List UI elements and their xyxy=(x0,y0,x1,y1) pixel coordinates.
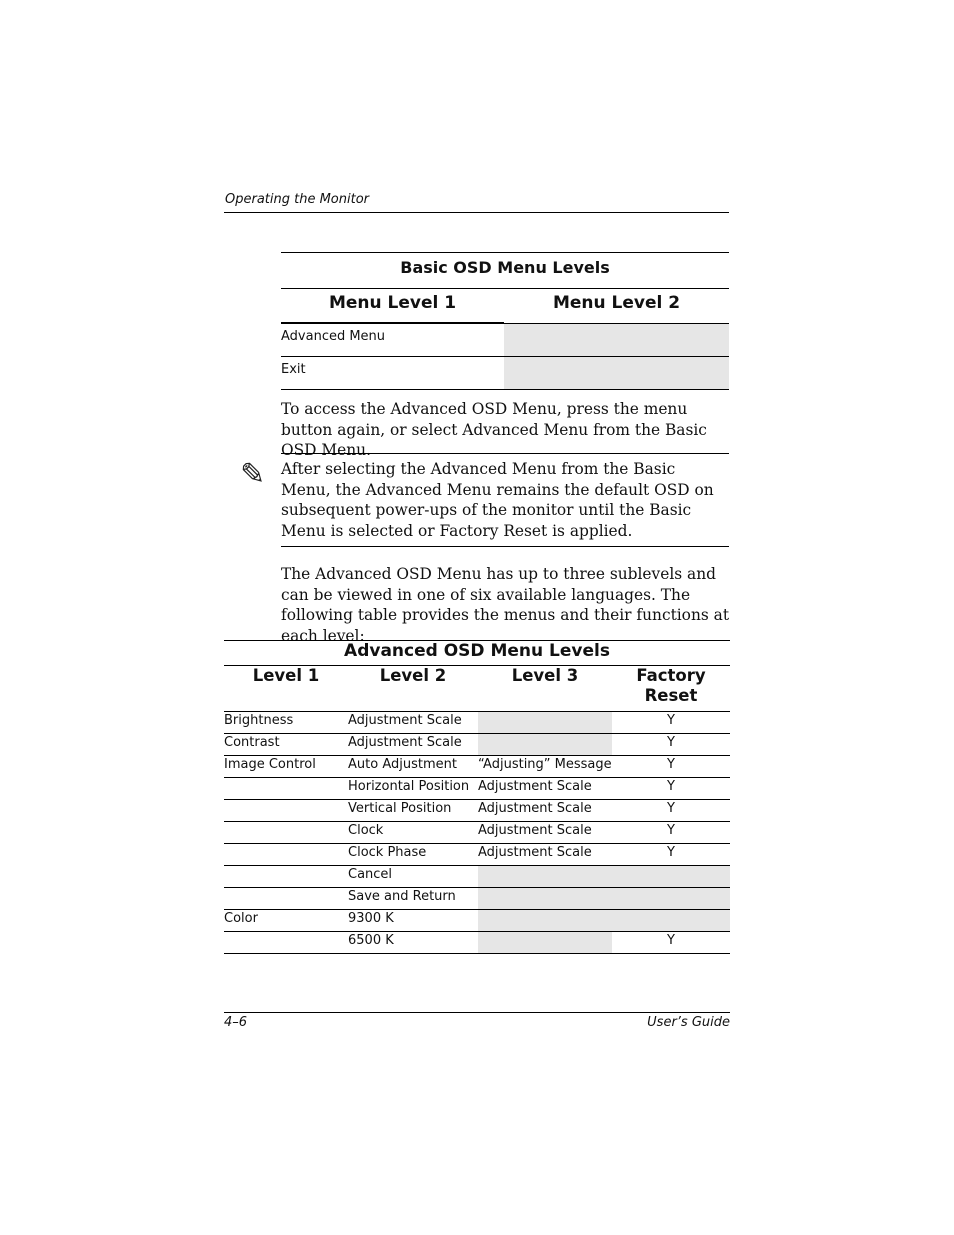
adv-cell-level3: Adjustment Scale xyxy=(478,779,592,794)
adv-cell-level1 xyxy=(224,932,348,953)
adv-cell-level2: Horizontal Position xyxy=(348,779,470,794)
note-text: After selecting the Advanced Menu from the Basic Menu, the Advanced Menu remains the default OSD on subsequent power-ups of the monitor until the Basic Menu is selected or Factory Reset is applied. xyxy=(281,460,714,540)
adv-cell-level3: Adjustment Scale xyxy=(478,823,592,838)
advanced-paragraph: The Advanced OSD Menu has up to three sublevels and can be viewed in one of six available languages. The following table provides the menus and their functions at each level: xyxy=(281,565,730,645)
advanced-osd-table xyxy=(224,640,730,954)
adv-cell-level1 xyxy=(224,800,348,821)
adv-cell-level2: Vertical Position xyxy=(348,801,452,816)
adv-cell-level3: Adjustment Scale xyxy=(478,801,592,816)
advanced-table-body xyxy=(224,712,730,954)
adv-cell-level2: Clock xyxy=(348,823,384,838)
adv-cell-level1 xyxy=(224,822,348,843)
basic-cell-level2 xyxy=(504,357,729,389)
advanced-table-header-row xyxy=(224,666,730,712)
table-row xyxy=(224,712,730,734)
page-footer xyxy=(224,1012,730,1035)
advanced-table-title: Advanced OSD Menu Levels xyxy=(224,640,730,666)
adv-header-level2: Level 2 xyxy=(379,666,447,685)
adv-header-factory-reset: Factory Reset xyxy=(636,666,706,705)
basic-cell-level1: Advanced Menu xyxy=(281,329,386,344)
adv-cell-level3 xyxy=(478,932,612,953)
pencil-note-icon: ✎ xyxy=(240,457,266,492)
adv-cell-level1 xyxy=(224,778,348,799)
adv-cell-factory-reset xyxy=(612,866,730,887)
table-row xyxy=(224,866,730,888)
adv-cell-level2: Save and Return xyxy=(348,889,456,904)
basic-cell-level2 xyxy=(504,324,729,356)
table-row xyxy=(224,778,730,800)
basic-table-title: Basic OSD Menu Levels xyxy=(281,253,729,289)
table-row xyxy=(224,734,730,756)
adv-cell-factory-reset: Y xyxy=(667,801,675,816)
adv-cell-level1: Color xyxy=(224,911,258,926)
adv-cell-factory-reset: Y xyxy=(667,933,675,948)
note-box xyxy=(281,453,729,547)
adv-cell-level3: Adjustment Scale xyxy=(478,845,592,860)
page-number: 4–6 xyxy=(224,1015,248,1030)
adv-cell-level2: 9300 K xyxy=(348,911,394,926)
adv-cell-level3 xyxy=(478,866,612,887)
adv-cell-level3: “Adjusting” Message xyxy=(478,757,612,772)
adv-header-level1: Level 1 xyxy=(252,666,320,685)
table-row xyxy=(224,888,730,910)
table-row xyxy=(224,932,730,954)
access-paragraph: To access the Advanced OSD Menu, press the menu button again, or select Advanced Menu from the Basic OSD Menu. xyxy=(281,400,707,459)
adv-cell-factory-reset: Y xyxy=(667,823,675,838)
adv-cell-level3 xyxy=(478,734,612,755)
adv-cell-factory-reset: Y xyxy=(667,735,675,750)
adv-cell-level2: Auto Adjustment xyxy=(348,757,457,772)
adv-cell-level2: Clock Phase xyxy=(348,845,427,860)
adv-cell-level1 xyxy=(224,844,348,865)
adv-cell-level2: Adjustment Scale xyxy=(348,735,462,750)
adv-header-level3: Level 3 xyxy=(511,666,579,685)
adv-cell-level3 xyxy=(478,910,612,931)
table-row xyxy=(224,756,730,778)
running-header-title: Operating the Monitor xyxy=(225,192,370,207)
basic-cell-level1: Exit xyxy=(281,362,306,377)
adv-cell-factory-reset xyxy=(612,910,730,931)
adv-cell-level2: 6500 K xyxy=(348,933,394,948)
basic-osd-table xyxy=(281,252,729,390)
adv-cell-level1: Brightness xyxy=(224,713,294,728)
adv-cell-level3 xyxy=(478,888,612,909)
table-row xyxy=(281,324,729,357)
adv-cell-factory-reset: Y xyxy=(667,713,675,728)
adv-cell-level2: Cancel xyxy=(348,867,393,882)
table-row xyxy=(224,844,730,866)
running-header xyxy=(224,190,729,213)
table-row xyxy=(224,800,730,822)
basic-table-header-row xyxy=(281,289,729,324)
adv-cell-level1 xyxy=(224,866,348,887)
adv-cell-level2: Adjustment Scale xyxy=(348,713,462,728)
table-row xyxy=(224,910,730,932)
adv-cell-level3 xyxy=(478,712,612,733)
adv-cell-factory-reset xyxy=(612,888,730,909)
adv-cell-factory-reset: Y xyxy=(667,845,675,860)
adv-cell-level1 xyxy=(224,888,348,909)
basic-table-header-level1: Menu Level 1 xyxy=(281,289,504,324)
basic-table-header-level2: Menu Level 2 xyxy=(504,289,729,324)
adv-cell-factory-reset: Y xyxy=(667,779,675,794)
table-row xyxy=(224,822,730,844)
adv-cell-level1: Image Control xyxy=(224,757,316,772)
table-row xyxy=(281,357,729,390)
adv-cell-level1: Contrast xyxy=(224,735,280,750)
guide-title: User’s Guide xyxy=(647,1015,730,1030)
adv-cell-factory-reset: Y xyxy=(667,757,675,772)
